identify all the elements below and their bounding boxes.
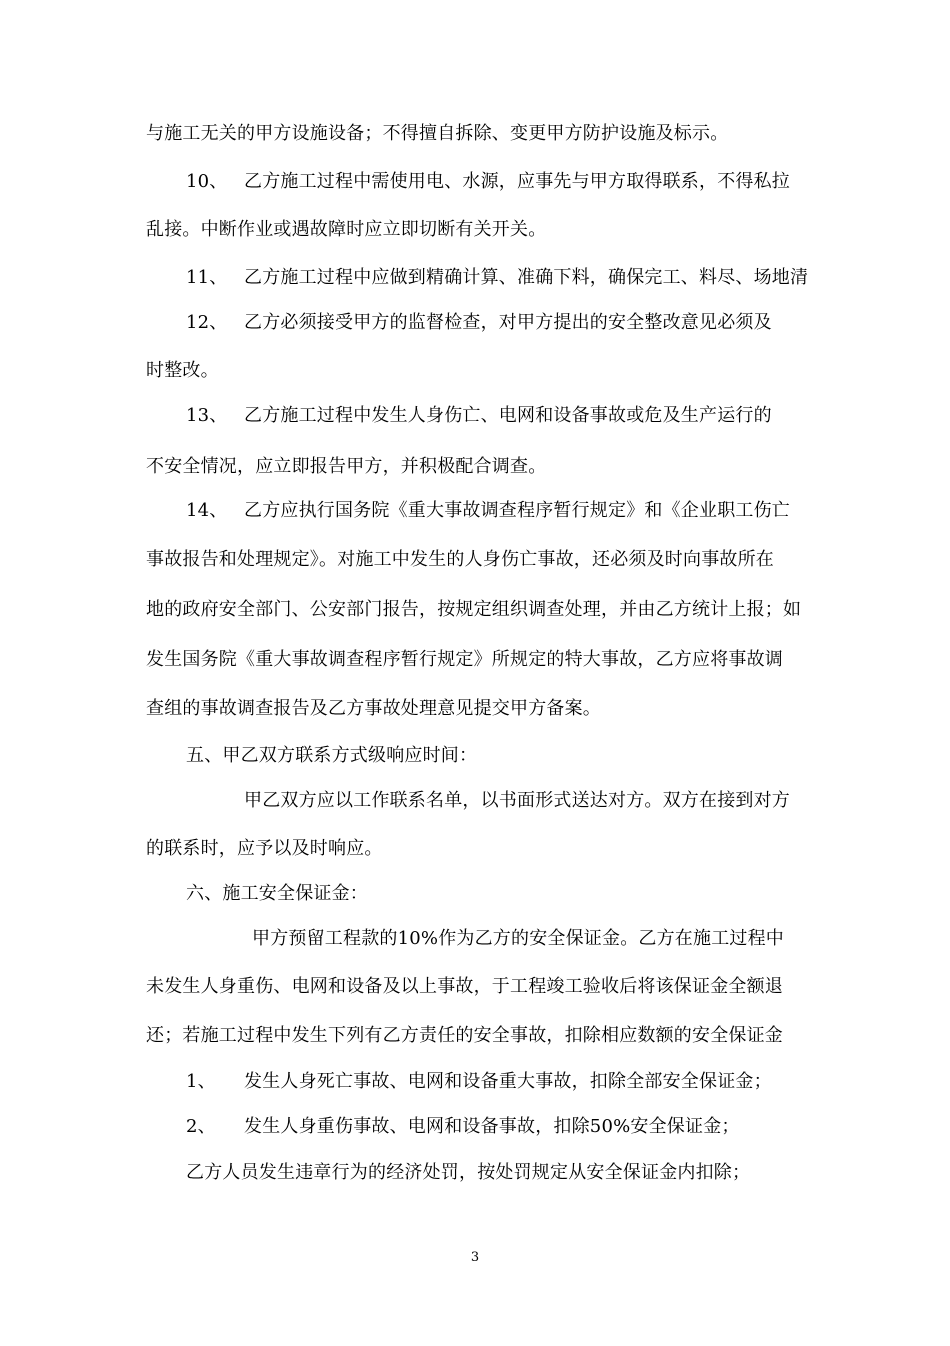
numbered-clause — [186, 170, 790, 194]
line-text: 还；若施工过程中发生下列有乙方责任的安全事故，扣除相应数额的安全保证金 — [146, 1025, 783, 1046]
text-line — [146, 837, 383, 861]
text-line — [244, 789, 790, 813]
text-line — [186, 1161, 750, 1185]
line-text: 发生国务院《重大事故调查程序暂行规定》所规定的特大事故，乙方应将事故调 — [146, 649, 783, 670]
numbered-clause — [186, 1115, 740, 1139]
clause-number: 10、 — [186, 171, 228, 192]
line-text: 乱接。中断作业或遇故障时应立即切断有关开关。 — [146, 219, 547, 240]
clause-number: 14、 — [186, 500, 228, 521]
line-text: 发生人身死亡事故、电网和设备重大事故，扣除全部安全保证金； — [244, 1071, 772, 1092]
text-line — [146, 218, 546, 242]
line-text: 查组的事故调查报告及乙方事故处理意见提交甲方备案。 — [146, 698, 601, 719]
text-line — [146, 1024, 783, 1048]
clause-number: 1、 — [186, 1071, 216, 1092]
clause-number: 11、 — [186, 267, 228, 288]
numbered-clause — [186, 311, 772, 335]
line-text: 发生人身重伤事故、电网和设备事故，扣除50%安全保证金； — [244, 1116, 740, 1137]
section-heading — [186, 882, 368, 906]
heading-text: 五、甲乙双方联系方式级响应时间： — [186, 745, 478, 766]
text-line — [146, 548, 774, 572]
heading-text: 六、施工安全保证金： — [186, 883, 368, 904]
text-line — [146, 598, 801, 622]
line-text: 甲方预留工程款的10%作为乙方的安全保证金。乙方在施工过程中 — [252, 928, 785, 949]
numbered-clause — [186, 499, 790, 523]
line-text: 乙方施工过程中需使用电、水源，应事先与甲方取得联系，不得私拉 — [244, 171, 790, 192]
line-text: 甲乙双方应以工作联系名单，以书面形式送达对方。双方在接到对方 — [244, 790, 790, 811]
line-text: 乙方施工过程中发生人身伤亡、电网和设备事故或危及生产运行的 — [244, 405, 772, 426]
text-line — [146, 975, 783, 999]
page-number: 3 — [470, 1250, 480, 1265]
line-text: 时整改。 — [146, 360, 219, 381]
line-text: 乙方施工过程中应做到精确计算、准确下料，确保完工、料尽、场地清 — [244, 267, 809, 288]
line-text: 地的政府安全部门、公安部门报告，按规定组织调查处理，并由乙方统计上报；如 — [146, 599, 802, 620]
line-text: 乙方必须接受甲方的监督检查，对甲方提出的安全整改意见必须及 — [244, 312, 772, 333]
text-line — [146, 122, 728, 146]
numbered-clause — [186, 266, 808, 290]
line-text: 与施工无关的甲方设施设备；不得擅自拆除、变更甲方防护设施及标示。 — [146, 123, 729, 144]
section-heading — [186, 744, 477, 768]
line-text: 事故报告和处理规定》。对施工中发生的人身伤亡事故，还必须及时向事故所在 — [146, 549, 774, 570]
numbered-clause — [186, 404, 772, 428]
line-text: 乙方人员发生违章行为的经济处罚，按处罚规定从安全保证金内扣除； — [186, 1162, 751, 1183]
numbered-clause — [186, 1070, 772, 1094]
text-line — [146, 359, 219, 383]
line-text: 的联系时，应予以及时响应。 — [146, 838, 383, 859]
clause-number: 13、 — [186, 405, 228, 426]
clause-number: 2、 — [186, 1116, 216, 1137]
line-text: 未发生人身重伤、电网和设备及以上事故，于工程竣工验收后将该保证金全额退 — [146, 976, 783, 997]
text-line — [146, 455, 546, 479]
text-line — [146, 697, 601, 721]
clause-number: 12、 — [186, 312, 228, 333]
line-text: 乙方应执行国务院《重大事故调查程序暂行规定》和《企业职工伤亡 — [244, 500, 790, 521]
line-text: 不安全情况，应立即报告甲方，并积极配合调查。 — [146, 456, 547, 477]
text-line — [252, 927, 784, 951]
text-line — [146, 648, 783, 672]
